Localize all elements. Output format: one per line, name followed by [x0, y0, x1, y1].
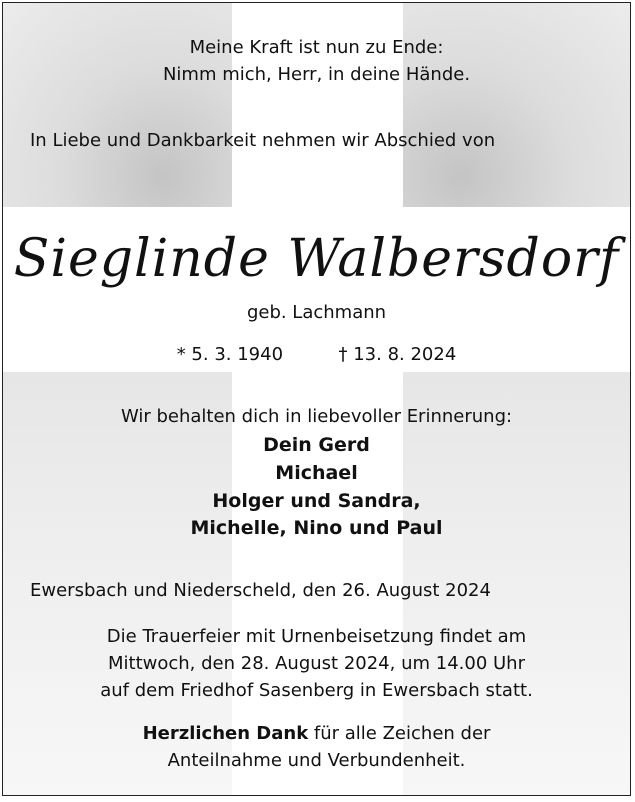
funeral-line-1: Die Trauerfeier mit Urnenbeisetzung findet am — [106, 626, 527, 647]
intro-text: In Liebe und Dankbarkeit nehmen wir Abschied von — [30, 130, 496, 151]
birth-date: * 5. 3. 1940 — [176, 344, 284, 365]
cross-background-top-right — [403, 3, 631, 207]
mourner-2: Michael — [275, 462, 358, 484]
thanks-line-1 — [3, 722, 630, 746]
verse-line-2: Nimm mich, Herr, in deine Hände. — [162, 64, 471, 85]
life-dates — [3, 343, 630, 367]
thanks-line-2: Anteilnahme und Verbundenheit. — [167, 750, 466, 771]
mourner-3: Holger und Sandra, — [212, 490, 421, 512]
thanks-rest: für alle Zeichen der — [308, 723, 491, 744]
deceased-name: Sieglinde Walbersdorf — [13, 229, 620, 289]
maiden-name: geb. Lachmann — [246, 302, 387, 323]
death-date: † 13. 8. 2024 — [338, 344, 457, 365]
mourner-1: Dein Gerd — [263, 434, 370, 456]
funeral-line-2: Mittwoch, den 28. August 2024, um 14.00 Uhr — [108, 653, 525, 674]
cross-background-top-left — [3, 3, 232, 207]
place-date: Ewersbach und Niederscheld, den 26. August 2024 — [30, 580, 491, 601]
obituary-notice — [2, 2, 631, 796]
verse-line-1: Meine Kraft ist nun zu Ende: — [189, 37, 444, 58]
remembrance-text: Wir behalten dich in liebevoller Erinnerung: — [120, 406, 513, 427]
mourner-4: Michelle, Nino und Paul — [190, 517, 443, 539]
funeral-line-3: auf dem Friedhof Sasenberg in Ewersbach statt. — [100, 680, 533, 701]
thanks-bold: Herzlichen Dank — [142, 723, 309, 744]
